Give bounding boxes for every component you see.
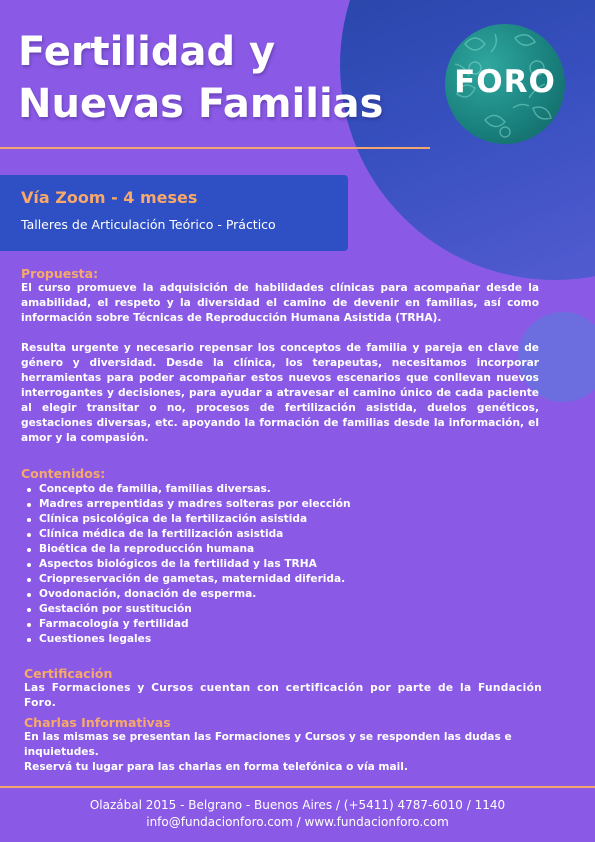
list-item: Clínica psicológica de la fertilización asistida (39, 512, 539, 527)
contenidos-list (21, 482, 539, 647)
list-item: Criopreservación de gametas, maternidad diferida. (39, 572, 539, 587)
list-item: Aspectos biológicos de la fertilidad y las TRHA (39, 557, 539, 572)
list-item: Madres arrepentidas y madres solteras por elección (39, 497, 539, 512)
title-divider (0, 147, 430, 149)
charlas-line-2: Reservá tu lugar para las charlas en forma telefónica o vía mail. (24, 761, 408, 773)
propuesta-paragraph-1: El curso promueve la adquisición de habilidades clínicas para acompañar desde la amabilidad, el respeto y la diversidad el camino de devenir en familias, así como información sobre Técnicas de Reproducción Humana Asistida (TRHA). (21, 282, 539, 324)
contenidos-section (21, 466, 539, 647)
certificacion-section (24, 666, 542, 711)
list-item: Concepto de familia, familias diversas. (39, 482, 539, 497)
certificacion-text: Las Formaciones y Cursos cuentan con certificación por parte de la Fundación Foro. (24, 682, 542, 709)
foro-logo (445, 24, 565, 144)
title-line-2: Nuevas Familias (18, 81, 384, 127)
charlas-line-1: En las mismas se presentan las Formaciones y Cursos y se responden las dudas e inquietudes. (24, 731, 512, 758)
propuesta-section (21, 266, 539, 446)
list-item: Bioética de la reproducción humana (39, 542, 539, 557)
footer-address: Olazábal 2015 - Belgrano - Buenos Aires / (+5411) 4787-6010 / 1140 (89, 798, 506, 812)
footer-divider (0, 786, 595, 788)
list-item: Gestación por sustitución (39, 602, 539, 617)
page-title (18, 26, 448, 130)
list-item: Cuestiones legales (39, 632, 539, 647)
list-item: Farmacología y fertilidad (39, 617, 539, 632)
charlas-heading: Charlas Informativas (24, 715, 171, 730)
charlas-section (24, 715, 564, 775)
format-title: Vía Zoom - 4 meses (21, 188, 198, 207)
certificacion-heading: Certificación (24, 666, 113, 681)
footer-contact: info@fundacionforo.com / www.fundacionforo.com (146, 815, 449, 829)
format-banner (0, 175, 348, 251)
propuesta-heading: Propuesta: (21, 266, 99, 281)
list-item: Clínica médica de la fertilización asistida (39, 527, 539, 542)
title-line-1: Fertilidad y (18, 29, 276, 75)
format-subtitle: Talleres de Articulación Teórico - Práctico (21, 217, 276, 232)
logo-text: FORO (454, 64, 556, 100)
contenidos-heading: Contenidos: (21, 466, 106, 481)
propuesta-paragraph-2: Resulta urgente y necesario repensar los conceptos de familia y pareja en clave de género y diversidad. Desde la clínica, los terapeutas, necesitamos incorporar herramientas para poder acompañar estos nuevos escenarios que conllevan nuevos interrogantes y decisiones, para ayudar a atravesar el camino único de cada paciente al elegir transitar o no, procesos de fertilización asistida, duelos genéticos, gestaciones diversas, etc. apoyando la formación de familias desde la información, el amor y la compasión. (21, 342, 539, 444)
list-item: Ovodonación, donación de esperma. (39, 587, 539, 602)
